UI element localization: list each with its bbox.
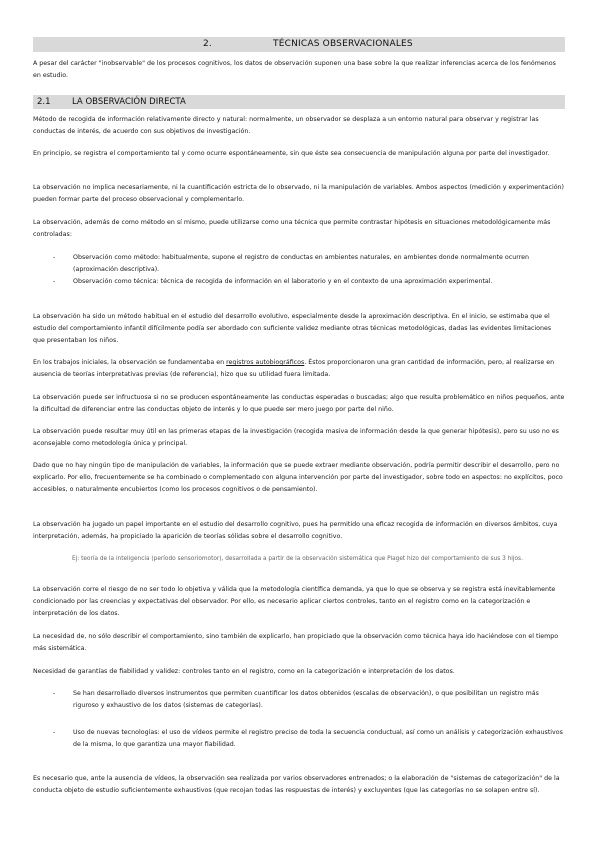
subsection-heading (33, 95, 565, 109)
list-item (53, 252, 565, 275)
list-dash: - (53, 278, 56, 285)
intro-paragraph: A pesar del carácter "inobservable" de los procesos cognitivos, los datos de observación suponen una base sobre la que realizar inferencias acerca de los fenómenos en estudio. (33, 60, 556, 79)
paragraph-necesidad: La necesidad de, no sólo describir el comportamiento, sino también de explicarlo, han propiciado que la observación como técnica haya ido haciéndose con el tiempo más sistemática. (33, 633, 559, 652)
list-item-text: Observación como técnica: técnica de recogida de información en el laboratorio y en el contexto de una aproximación experimental. (73, 278, 493, 285)
autobiographical-records-link: registros autobiográficos (226, 359, 305, 366)
paragraph-iniciales (33, 357, 565, 381)
paragraph-no-implica: La observación no implica necesariamente, ni la cuantificación estricta de lo observado, ni la manipulación de variables. Ambos aspectos (medición y experimentación) pueden formar parte del proceso observacional y complementarlo. (33, 184, 564, 203)
paragraph-dado: Dado que no hay ningún tipo de manipulación de variables, la información que se puede extraer mediante observación, podría permitir describir el desarrollo, pero no explicarlo. Por ello, frecuentemente se ha combinado o complementado con alguna intervención por parte del investigador, sobre todo en aspectos: no explícitos, poco accesibles, o naturalmente encubiertos (como los procesos cognitivos o de pensamiento). (33, 462, 563, 493)
paragraph-ademas: La observación, además de como método en sí mismo, puede utilizarse como una técnica que permite contrastar hipótesis en situaciones metodológicamente más controladas: (33, 219, 551, 238)
section-heading (33, 37, 565, 52)
subsection-number: 2.1 (37, 97, 51, 107)
list-item (53, 688, 565, 711)
paragraph-garantias: Necesidad de garantías de fiabilidad y validez: controles tanto en el registro, como en la categorización e interpretación de los datos. (33, 668, 455, 675)
paragraph-riesgo: La observación corre el riesgo de no ser todo lo objetiva y válida que la metodología científica demanda, ya que lo que se observa y se registra está inevitablemente condicionado por las creencias y expectativas del observador. Por ello, es necesario aplicar ciertos controles, tanto en el registro como en la categorización e interpretación de los datos. (33, 586, 556, 617)
paragraph-iniciales-start: En los trabajos iniciales, la observación se fundamentaba en (33, 359, 227, 366)
list-item (53, 276, 565, 288)
list-dash: - (53, 690, 56, 697)
list-item (53, 727, 565, 750)
example-note: Ej: teoría de la inteligencia (período sensoriomotor), desarrollada a partir de la observación sistemática que Piaget hizo del comportamiento de sus 3 hijos. (72, 556, 523, 562)
list-item-text: Observación como método: habitualmente, supone el registro de conductas en ambientes naturales, en ambientes donde normalmente ocurren (aproximación descriptiva). (73, 254, 530, 273)
paragraph-final: Es necesario que, ante la ausencia de vídeos, la observación sea realizada por varios observadores entrenados; o la elaboración de "sistemas de categorización" de la conducta objeto de estudio suficientemente exhaustivos (que recojan todas las respuestas de interés) y excluyentes (que las categorías no se solapen entre sí). (33, 775, 560, 794)
paragraph-metodo: Método de recogida de información relativamente directo y natural: normalmente, un observador se desplaza a un entorno natural para observar y registrar las conductas de interés, de acuerdo con sus objetivos de investigación. (33, 116, 539, 135)
paragraph-habitual: La observación ha sido un método habitual en el estudio del desarrollo evolutivo, especialmente desde la aproximación descriptiva. En el inicio, se estimaba que el estudio del comportamiento infantil difícilmente podía ser abordado con suficiente validez mediante otras técnicas metodológicas, dadas las evidentes limitaciones que presentaban los niños. (33, 313, 552, 344)
paragraph-papel: La observación ha jugado un papel importante en el estudio del desarrollo cognitivo, pues ha permitido una eficaz recogida de información en diversos ámbitos, cuya interpretación, además, ha propiciado la aparición de teorías sólidas sobre el desarrollo cognitivo. (33, 521, 558, 540)
section-number: 2. (203, 39, 212, 49)
list-item-text: Uso de nuevas tecnologías: el uso de vídeos permite el registro preciso de toda la secuencia conductual, así como un análisis y categorización exhaustivos de la misma, lo que garantiza una mayor fiabilidad. (73, 729, 563, 748)
paragraph-util: La observación puede resultar muy útil en las primeras etapas de la investigación (recogida masiva de información desde la que generar hipótesis), pero su uso no es aconsejable como metodología única y principal. (33, 428, 559, 447)
paragraph-infructuosa: La observación puede ser infructuosa si no se producen espontáneamente las conductas esperadas o buscadas; algo que resulta problemático en niños pequeños, ante la dificultad de diferenciar entre las conductas objeto de interés y lo que puede ser mero juego por parte del niño. (33, 394, 565, 413)
section-title: TÉCNICAS OBSERVACIONALES (273, 39, 413, 49)
subsection-title: LA OBSERVACIÓN DIRECTA (72, 97, 186, 107)
paragraph-principio: En principio, se registra el comportamiento tal y como ocurre espontáneamente, sin que éste sea consecuencia de manipulación alguna por parte del investigador. (33, 150, 550, 157)
list-item-text: Se han desarrollado diversos instrumentos que permiten cuantificar los datos obtenidos (escalas de observación), o que posibilitan un registro más riguroso y exhaustivo de los datos (sistemas de categorías). (73, 690, 539, 709)
list-dash: - (53, 729, 56, 736)
list-dash: - (53, 254, 56, 261)
paragraph-iniciales-end: . Éstos proporcionaron una gran cantidad de información, pero, al realizarse en ausencia de teorías interpretativas previas (de referencia), hizo que su utilidad fuera limitada. (33, 359, 555, 378)
